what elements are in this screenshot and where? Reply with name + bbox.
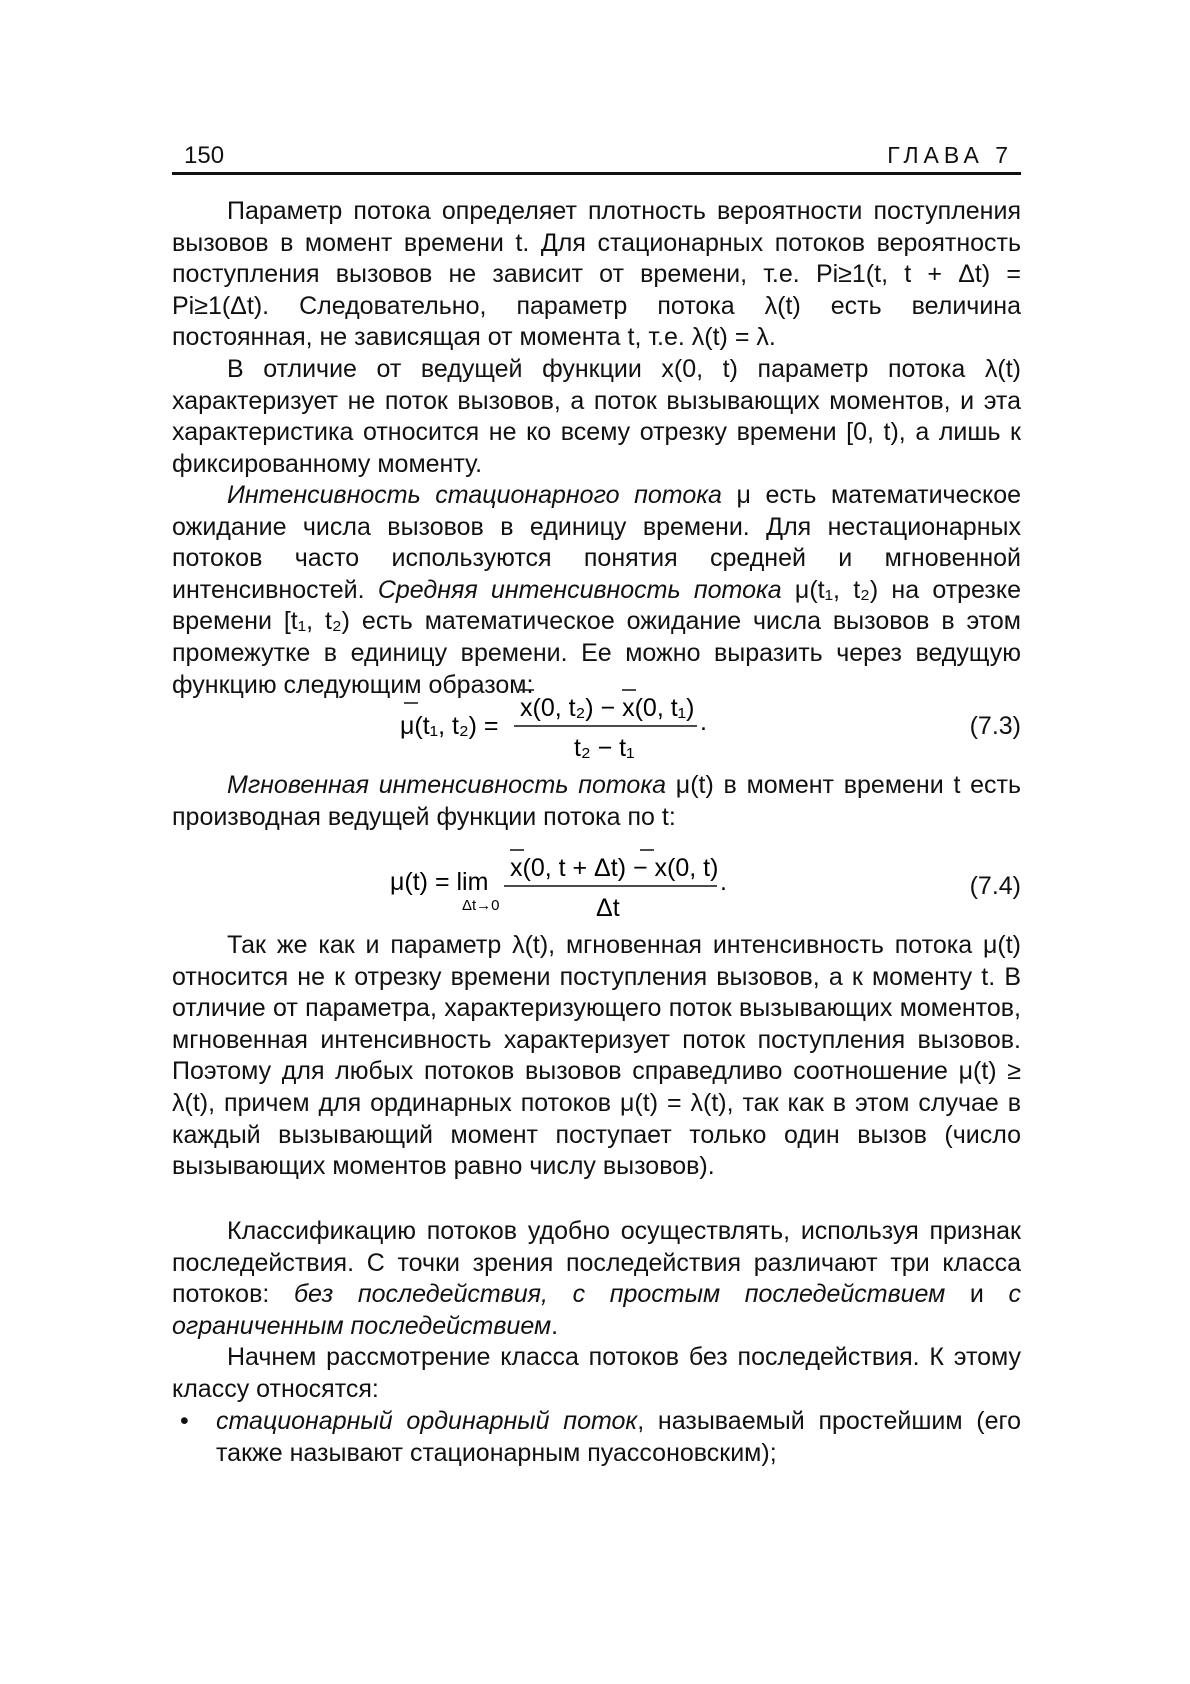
bullet-text [216, 1406, 1021, 1469]
formula-7-3-svg [172, 686, 912, 766]
paragraph-instant-intensity [172, 770, 1021, 833]
paragraph-comparison: Так же как и параметр λ(t), мгновенная интенсивность потока μ(t) относится не к отрезку времени поступления вызовов, а к моменту t. В отличие от параметра, характеризующего поток вызывающих моментов, мгновенная интенсивность характеризует поток поступления вызовов. Поэтому для любых потоков вызовов справедливо соотношение μ(t) ≥ λ(t), причем для ординарных потоков μ(t) = λ(t), так как в этом случае в каждый вызывающий момент поступает только один вызов (число вызывающих моментов равно числу вызовов). [172, 931, 1022, 1181]
equation-number-7-4: (7.4) [969, 872, 1021, 900]
bullet-text-rest: , называемый простейшим (его также называют стационарным пуассоновским); [216, 1407, 1021, 1467]
chapter-title: ГЛАВА 7 [887, 142, 1013, 168]
formula-7-3-denominator: t₂ − t₁ [574, 734, 635, 762]
paragraph-classification [172, 1216, 1021, 1342]
paragraph-6-text-a: Классификацию потоков удобно осуществлять, используя признак последействия. С точки зрения последействия различают три класса потоков: [172, 1217, 1021, 1309]
formula-7-4-denominator: Δt [596, 894, 620, 922]
term-instant-intensity: Мгновенная интенсивность потока [227, 771, 667, 799]
paragraph-6-text-c: . [551, 1311, 559, 1340]
paragraph-2 [172, 354, 1021, 480]
formula-7-4-limit: Δt→0 [462, 897, 500, 914]
bullet-mark: • [180, 1407, 189, 1435]
paragraph-3-text-a: μ есть математическое ожидание числа вызовов в единицу времени. Для нестационарных потоков часто используются понятия средней и мгновенной интенсивностей. [172, 481, 1021, 604]
paragraph-4-text: μ(t) в момент времени t есть производная ведущей функции потока по t: [172, 771, 1022, 831]
term-simplest-flow: стационарный ординарный поток [216, 1407, 638, 1435]
formula-7-4-numerator: x(0, t + Δt) − x(0, t) [510, 854, 719, 882]
paragraph-leading-function: В отличие от ведущей функции x(0, t) параметр потока λ(t) характеризует не поток вызовов, а поток вызывающих моментов, и эта характеристика относится не ко всему отрезку времени [0, t), а лишь к фиксированному моменту. [172, 355, 1021, 478]
page-number: 150 [184, 142, 225, 169]
formula-7-3-numerator: x(0, t₂) − x(0, t₁) [520, 694, 695, 722]
term-stationary-intensity: Интенсивность стационарного потока [227, 481, 722, 509]
formula-7-4-lhs: μ(t) = lim [390, 868, 489, 896]
paragraph-3-text-b: μ(t₁, t₂) на отрезке времени [t₁, t₂) есть математическое ожидание числа вызовов в этом промежутке в единицу времени. Ее можно выразить через ведущую функцию следующим образом: [172, 575, 1021, 699]
svg-text:.: . [700, 708, 707, 736]
term-limited-aftereffect: с ограниченным последействием [172, 1280, 1022, 1340]
paragraph-no-aftereffect: Начнем рассмотрение класса потоков без последействия. К этому классу относятся: [172, 1343, 1021, 1403]
paragraph-7 [172, 1342, 1021, 1405]
formula-7-3 [172, 686, 1021, 766]
paragraph-4 [172, 770, 1021, 833]
term-mean-intensity: Средняя интенсивность потока [377, 575, 782, 604]
bullet-list-item [172, 1406, 1021, 1469]
term-flow-classes: без последействия, с простым последействием [293, 1280, 946, 1309]
paragraph-flow-parameter: Параметр потока определяет плотность вероятности поступления вызовов в момент времени t. Для стационарных потоков вероятность поступления вызовов не зависит от времени, т.е. Pi≥1(t, t + Δt) = Pi≥1(Δt). Следовательно, параметр потока λ(t) есть величина постоянная, не зависящая от момента t, т.е. λ(t) = λ. [172, 197, 1021, 352]
paragraph-3 [172, 480, 1021, 701]
formula-7-4-svg [172, 846, 912, 926]
paragraph-intensity [172, 480, 1021, 701]
svg-text:.: . [720, 868, 727, 896]
paragraph-5 [172, 930, 1021, 1183]
paragraph-6-text-b: и [945, 1280, 1009, 1309]
paragraph-1 [172, 196, 1021, 354]
formula-7-3-lhs: μ(t₁, t₂) = [400, 712, 499, 740]
page-header [172, 142, 1021, 175]
formula-7-4 [172, 846, 1021, 926]
paragraph-6 [172, 1216, 1021, 1342]
equation-number-7-3: (7.3) [969, 712, 1021, 740]
